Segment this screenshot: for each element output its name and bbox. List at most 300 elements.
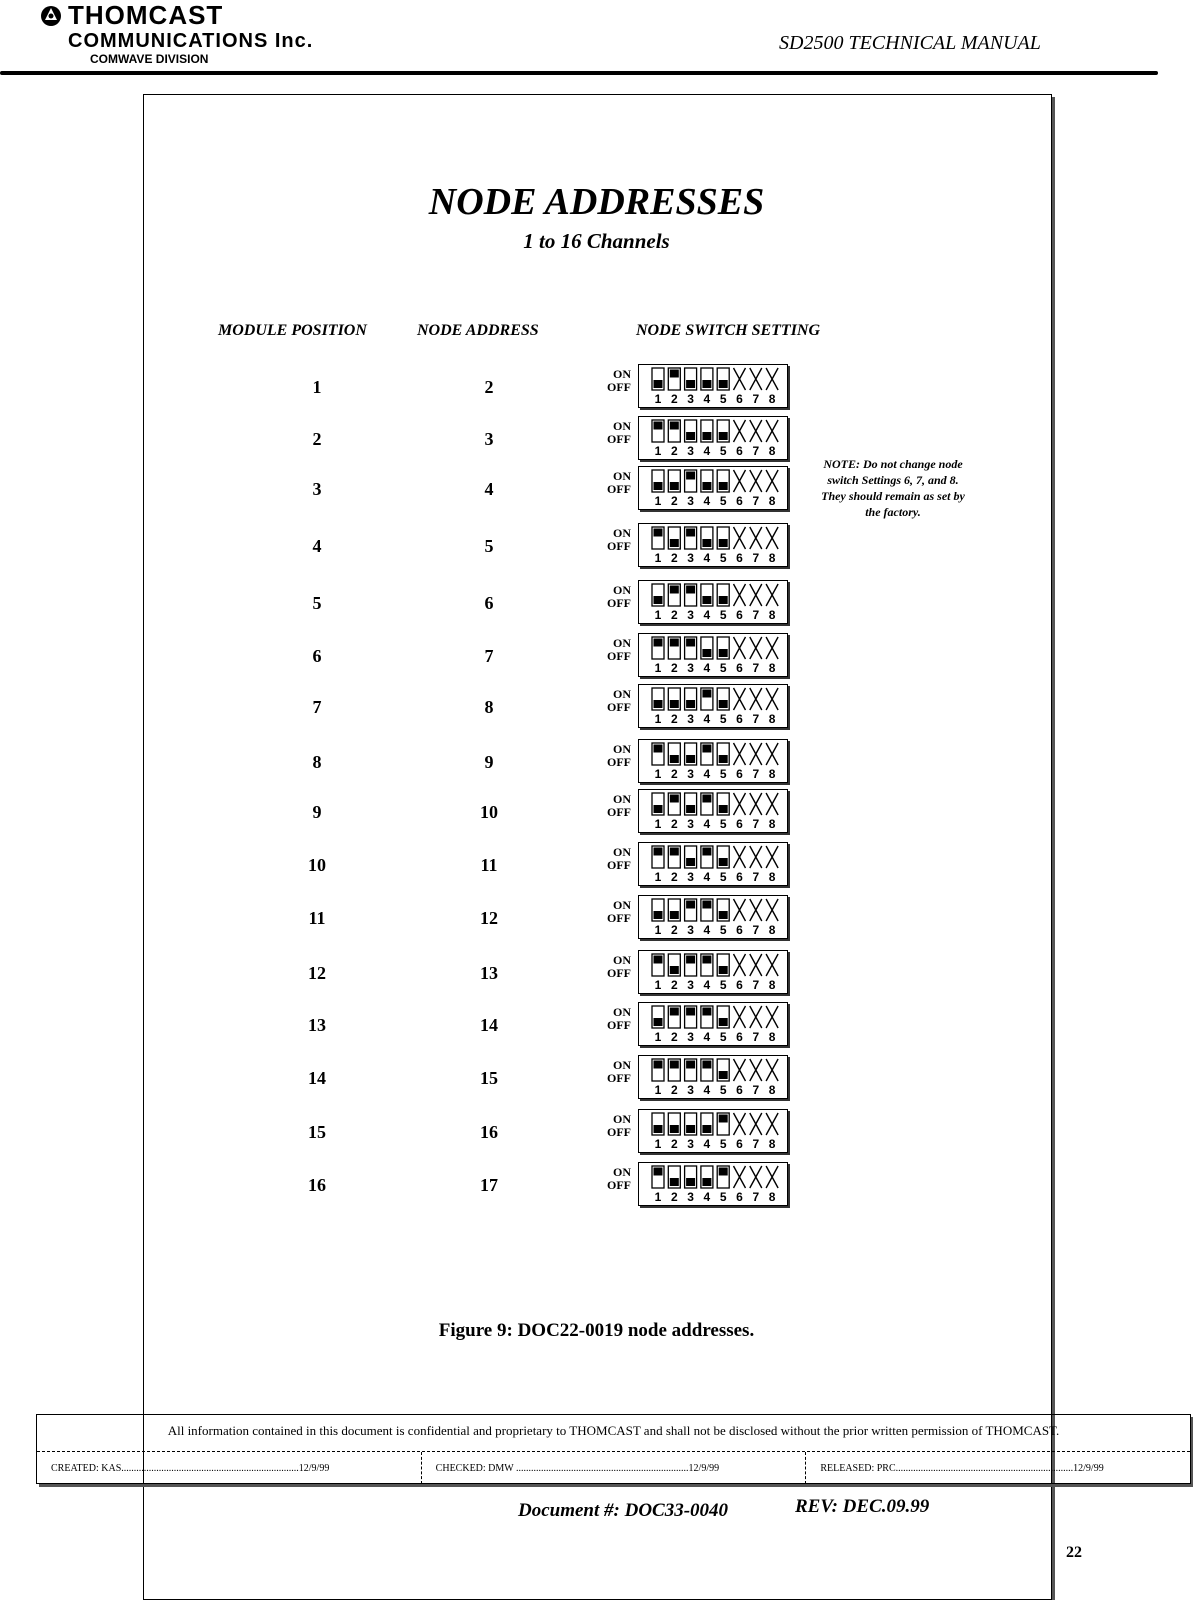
dip-switch (638, 466, 788, 510)
switch-digit: 3 (687, 817, 694, 831)
switch-5-off (719, 911, 728, 919)
switch-2-off (670, 755, 679, 763)
switch-8-fixed (766, 846, 778, 868)
switch-digit: 1 (654, 767, 662, 781)
switch-6-fixed (734, 846, 746, 868)
switch-digit: 1 (654, 1083, 662, 1097)
switch-1-off (654, 482, 663, 490)
switch-digit: 7 (752, 712, 760, 726)
document-number: Document #: DOC33-0040 (518, 1500, 729, 1521)
switch-3-on (686, 1061, 695, 1069)
created-by: CREATED: KAS.......................................................................12/9/99 (51, 1463, 330, 1474)
switch-3-off (686, 755, 695, 763)
dip-switch (638, 416, 788, 460)
dip-switch-graphic (639, 740, 786, 781)
switch-digit: 1 (654, 392, 662, 406)
switch-digit: 5 (719, 1083, 727, 1097)
factory-settings-note: NOTE: Do not change node switch Settings 6, 7, and 8. They should remain as set by the factory. (821, 457, 965, 519)
switch-2-off (670, 700, 679, 708)
switch-digit: 1 (654, 444, 662, 458)
switch-digit: 8 (768, 870, 776, 884)
switch-5-off (719, 596, 728, 604)
company-logo (40, 0, 223, 31)
switch-5-off (719, 1018, 728, 1026)
switch-4-on (702, 690, 711, 698)
module-position: 16 (308, 1175, 326, 1195)
node-address: 13 (480, 963, 498, 983)
node-address: 17 (480, 1175, 498, 1195)
switch-1-on (654, 529, 663, 537)
switch-7-fixed (750, 637, 762, 659)
switch-4-off (702, 649, 711, 657)
switch-digit: 3 (687, 444, 694, 458)
node-address: 6 (484, 593, 494, 613)
switch-7-fixed (750, 743, 762, 765)
dip-switch-graphic (639, 524, 786, 565)
switch-digit: 5 (719, 712, 727, 726)
module-position: 7 (312, 697, 322, 717)
dip-switch (638, 1002, 788, 1046)
switch-digit: 4 (703, 767, 711, 781)
module-position: 5 (312, 593, 322, 613)
switch-8-fixed (766, 899, 778, 921)
switch-digit: 4 (703, 1137, 711, 1151)
node-address: 2 (484, 377, 494, 397)
switch-digit: 6 (736, 444, 743, 458)
column-header-address: NODE ADDRESS (417, 322, 539, 339)
company-division: COMWAVE DIVISION (90, 52, 209, 66)
switch-digit: 8 (768, 1137, 776, 1151)
switch-digit: 5 (719, 444, 727, 458)
switch-digit: 5 (719, 494, 727, 508)
on-label: ON (613, 1112, 631, 1126)
off-label: OFF (607, 911, 631, 925)
switch-2-on (670, 586, 679, 594)
switch-1-on (654, 745, 663, 753)
switch-digit: 6 (736, 392, 743, 406)
switch-6-fixed (734, 470, 746, 492)
switch-digit: 2 (670, 494, 678, 508)
switch-2-on (670, 1008, 679, 1016)
switch-6-fixed (734, 1059, 746, 1081)
switch-digit: 7 (752, 923, 760, 937)
company-name: THOMCAST (68, 0, 224, 30)
confidentiality-notice: All information contained in this document is confidential and proprietary to THOMCAST and shall not be disclosed without the prior written permission of THOMCAST. (167, 1423, 1060, 1438)
module-position: 6 (312, 646, 322, 666)
switch-6-fixed (734, 637, 746, 659)
figure-subtitle: 1 to 16 Channels (523, 229, 670, 253)
switch-digit: 6 (736, 870, 743, 884)
switch-6-fixed (734, 368, 746, 390)
module-position: 11 (308, 908, 326, 928)
on-label: ON (613, 583, 631, 597)
on-off-labels (591, 1059, 631, 1085)
switch-6-fixed (734, 743, 746, 765)
switch-1-off (654, 805, 663, 813)
dip-switch-graphic (639, 634, 786, 675)
switch-digit: 1 (654, 1137, 662, 1151)
switch-2-off (670, 539, 679, 547)
switch-digit: 8 (768, 444, 776, 458)
switch-digit: 7 (752, 767, 760, 781)
switch-4-on (702, 1008, 711, 1016)
switch-2-on (670, 795, 679, 803)
switch-8-fixed (766, 1113, 778, 1135)
on-label: ON (613, 526, 631, 540)
switch-digit: 8 (768, 1030, 776, 1044)
node-address: 12 (480, 908, 498, 928)
switch-1-off (654, 911, 663, 919)
switch-1-off (654, 1018, 663, 1026)
on-off-labels (591, 743, 631, 769)
switch-digit: 6 (736, 978, 743, 992)
off-label: OFF (607, 649, 631, 663)
switch-digit: 7 (752, 870, 760, 884)
dip-switch-graphic (639, 581, 786, 622)
switch-8-fixed (766, 1166, 778, 1188)
dip-switch-graphic (639, 843, 786, 884)
dip-switch (638, 1055, 788, 1099)
dip-switch (638, 1109, 788, 1153)
switch-digit: 1 (654, 978, 662, 992)
switch-6-fixed (734, 954, 746, 976)
switch-4-on (702, 1061, 711, 1069)
switch-6-fixed (734, 527, 746, 549)
dip-switch (638, 739, 788, 783)
switch-7-fixed (750, 420, 762, 442)
switch-digit: 4 (703, 923, 711, 937)
switch-5-on (719, 1168, 728, 1176)
switch-digit: 3 (687, 1030, 694, 1044)
dip-switch-graphic (639, 1003, 786, 1044)
switch-digit: 5 (719, 608, 727, 622)
switch-digit: 2 (670, 608, 678, 622)
switch-digit: 6 (736, 1030, 743, 1044)
switch-digit: 3 (687, 392, 694, 406)
switch-digit: 4 (703, 1190, 711, 1204)
revision: REV: DEC.09.99 (795, 1496, 930, 1517)
module-position: 9 (312, 802, 322, 822)
switch-2-off (670, 911, 679, 919)
off-label: OFF (607, 432, 631, 446)
switch-4-off (702, 380, 711, 388)
switch-digit: 4 (703, 817, 711, 831)
switch-5-off (719, 539, 728, 547)
switch-8-fixed (766, 954, 778, 976)
switch-digit: 5 (719, 817, 727, 831)
switch-3-on (686, 956, 695, 964)
switch-digit: 7 (752, 661, 760, 675)
switch-3-off (686, 1125, 695, 1133)
switch-digit: 8 (768, 551, 776, 565)
switch-digit: 8 (768, 978, 776, 992)
switch-7-fixed (750, 1006, 762, 1028)
off-label: OFF (607, 805, 631, 819)
switch-2-off (670, 1125, 679, 1133)
switch-8-fixed (766, 637, 778, 659)
dip-switch (638, 633, 788, 677)
switch-digit: 8 (768, 494, 776, 508)
switch-digit: 4 (703, 494, 711, 508)
company-name-line2: COMMUNICATIONS Inc. (68, 30, 314, 52)
on-off-labels (591, 954, 631, 980)
switch-digit: 7 (752, 1030, 760, 1044)
module-position: 14 (308, 1068, 326, 1088)
switch-digit: 1 (654, 712, 662, 726)
on-off-labels (591, 688, 631, 714)
released-by: RELEASED: PRC.......................................................................12/9/99 (805, 1452, 1190, 1484)
switch-digit: 4 (703, 978, 711, 992)
switch-digit: 5 (719, 1030, 727, 1044)
dip-switch (638, 895, 788, 939)
module-position: 13 (308, 1015, 326, 1035)
switch-digit: 8 (768, 392, 776, 406)
dip-switch-graphic (639, 1163, 786, 1204)
switch-digit: 5 (719, 551, 727, 565)
switch-digit: 3 (687, 494, 694, 508)
node-address: 8 (484, 697, 494, 717)
node-address: 10 (480, 802, 498, 822)
switch-digit: 3 (687, 1083, 694, 1097)
node-address: 16 (480, 1122, 498, 1142)
switch-3-on (686, 1008, 695, 1016)
switch-7-fixed (750, 1166, 762, 1188)
switch-3-on (686, 901, 695, 909)
switch-3-off (686, 700, 695, 708)
switch-digit: 8 (768, 608, 776, 622)
switch-digit: 4 (703, 1030, 711, 1044)
dip-switch (638, 523, 788, 567)
company-logo-icon (40, 5, 62, 27)
column-header-module: MODULE POSITION (218, 322, 367, 339)
switch-4-off (702, 1125, 711, 1133)
dip-switch-graphic (639, 790, 786, 831)
off-label: OFF (607, 755, 631, 769)
switch-2-on (670, 639, 679, 647)
switch-7-fixed (750, 793, 762, 815)
switch-digit: 8 (768, 923, 776, 937)
switch-digit: 5 (719, 978, 727, 992)
switch-digit: 5 (719, 1190, 727, 1204)
switch-digit: 4 (703, 608, 711, 622)
approval-row (37, 1451, 1190, 1484)
module-position: 4 (312, 536, 322, 556)
switch-digit: 3 (687, 767, 694, 781)
switch-8-fixed (766, 527, 778, 549)
switch-digit: 3 (687, 712, 694, 726)
switch-3-off (686, 805, 695, 813)
switch-5-off (719, 700, 728, 708)
on-off-labels (591, 637, 631, 663)
switch-1-on (654, 639, 663, 647)
switch-digit: 4 (703, 444, 711, 458)
switch-digit: 6 (736, 661, 743, 675)
switch-8-fixed (766, 793, 778, 815)
switch-digit: 3 (687, 923, 694, 937)
switch-7-fixed (750, 527, 762, 549)
switch-1-off (654, 700, 663, 708)
switch-digit: 8 (768, 661, 776, 675)
dip-switch-graphic (639, 1056, 786, 1097)
switch-digit: 1 (654, 1030, 662, 1044)
switch-digit: 4 (703, 661, 711, 675)
on-off-labels (591, 1166, 631, 1192)
on-label: ON (613, 1005, 631, 1019)
on-off-labels (591, 1113, 631, 1139)
on-off-labels (591, 899, 631, 925)
switch-4-off (702, 1178, 711, 1186)
switch-digit: 7 (752, 1083, 760, 1097)
switch-digit: 2 (670, 1030, 678, 1044)
on-label: ON (613, 636, 631, 650)
switch-3-on (686, 639, 695, 647)
switch-1-on (654, 1168, 663, 1176)
switch-7-fixed (750, 846, 762, 868)
switch-digit: 1 (654, 817, 662, 831)
switch-digit: 6 (736, 1083, 743, 1097)
off-label: OFF (607, 1018, 631, 1032)
manual-title: SD2500 TECHNICAL MANUAL (779, 32, 1041, 54)
on-label: ON (613, 1165, 631, 1179)
switch-6-fixed (734, 899, 746, 921)
column-header-switch: NODE SWITCH SETTING (636, 322, 821, 339)
switch-digit: 7 (752, 608, 760, 622)
module-position: 1 (312, 377, 322, 397)
switch-5-off (719, 649, 728, 657)
switch-digit: 8 (768, 767, 776, 781)
switch-1-off (654, 1125, 663, 1133)
switch-1-off (654, 380, 663, 388)
on-off-labels (591, 1006, 631, 1032)
off-label: OFF (607, 596, 631, 610)
switch-digit: 2 (670, 870, 678, 884)
switch-digit: 8 (768, 1083, 776, 1097)
module-position: 10 (308, 855, 326, 875)
switch-digit: 6 (736, 767, 743, 781)
switch-digit: 2 (670, 1083, 678, 1097)
on-off-labels (591, 846, 631, 872)
dip-switch-graphic (639, 685, 786, 726)
off-label: OFF (607, 858, 631, 872)
on-label: ON (613, 845, 631, 859)
on-label: ON (613, 419, 631, 433)
switch-4-on (702, 795, 711, 803)
switch-digit: 2 (670, 1190, 678, 1204)
switch-5-off (719, 805, 728, 813)
node-address: 14 (480, 1015, 498, 1035)
on-label: ON (613, 367, 631, 381)
figure-caption: Figure 9: DOC22-0019 node addresses. (438, 1320, 755, 1341)
switch-3-on (686, 529, 695, 537)
switch-digit: 4 (703, 392, 711, 406)
switch-digit: 6 (736, 1190, 743, 1204)
node-address: 9 (484, 752, 494, 772)
switch-2-off (670, 966, 679, 974)
switch-digit: 4 (703, 1083, 711, 1097)
switch-4-off (702, 432, 711, 440)
on-label: ON (613, 953, 631, 967)
switch-digit: 8 (768, 712, 776, 726)
switch-6-fixed (734, 1113, 746, 1135)
switch-digit: 1 (654, 923, 662, 937)
switch-5-off (719, 432, 728, 440)
switch-digit: 1 (654, 1190, 662, 1204)
off-label: OFF (607, 1071, 631, 1085)
switch-digit: 5 (719, 1137, 727, 1151)
switch-digit: 2 (670, 392, 678, 406)
switch-digit: 7 (752, 978, 760, 992)
switch-digit: 1 (654, 661, 662, 675)
switch-2-on (670, 1061, 679, 1069)
off-label: OFF (607, 380, 631, 394)
switch-digit: 2 (670, 767, 678, 781)
dip-switch-graphic (639, 896, 786, 937)
switch-7-fixed (750, 954, 762, 976)
off-label: OFF (607, 700, 631, 714)
switch-digit: 3 (687, 978, 694, 992)
on-off-labels (591, 470, 631, 496)
switch-6-fixed (734, 420, 746, 442)
switch-5-off (719, 1071, 728, 1079)
switch-digit: 1 (654, 870, 662, 884)
switch-6-fixed (734, 584, 746, 606)
dip-switch (638, 580, 788, 624)
switch-digit: 2 (670, 712, 678, 726)
switch-1-off (654, 596, 663, 604)
switch-5-on (719, 1115, 728, 1123)
dip-switch (638, 1162, 788, 1206)
on-off-labels (591, 584, 631, 610)
dip-switch-graphic (639, 365, 786, 406)
dip-switch (638, 684, 788, 728)
off-label: OFF (607, 539, 631, 553)
switch-digit: 7 (752, 1190, 760, 1204)
switch-digit: 5 (719, 870, 727, 884)
switch-4-off (702, 596, 711, 604)
switch-3-off (686, 432, 695, 440)
switch-digit: 7 (752, 444, 760, 458)
switch-8-fixed (766, 743, 778, 765)
switch-7-fixed (750, 470, 762, 492)
switch-1-on (654, 1061, 663, 1069)
on-off-labels (591, 368, 631, 394)
node-address: 7 (484, 646, 494, 666)
switch-digit: 5 (719, 923, 727, 937)
switch-5-off (719, 858, 728, 866)
dip-switch (638, 364, 788, 408)
on-label: ON (613, 898, 631, 912)
switch-6-fixed (734, 1166, 746, 1188)
switch-3-off (686, 1178, 695, 1186)
dip-switch-graphic (639, 1110, 786, 1151)
switch-8-fixed (766, 368, 778, 390)
switch-digit: 7 (752, 1137, 760, 1151)
switch-4-off (702, 482, 711, 490)
switch-7-fixed (750, 1113, 762, 1135)
dip-switch (638, 950, 788, 994)
switch-4-on (702, 848, 711, 856)
switch-digit: 7 (752, 551, 760, 565)
off-label: OFF (607, 1178, 631, 1192)
switch-digit: 2 (670, 551, 678, 565)
switch-7-fixed (750, 584, 762, 606)
switch-5-off (719, 482, 728, 490)
switch-digit: 2 (670, 444, 678, 458)
switch-digit: 5 (719, 392, 727, 406)
switch-7-fixed (750, 899, 762, 921)
switch-digit: 4 (703, 870, 711, 884)
switch-4-off (702, 539, 711, 547)
